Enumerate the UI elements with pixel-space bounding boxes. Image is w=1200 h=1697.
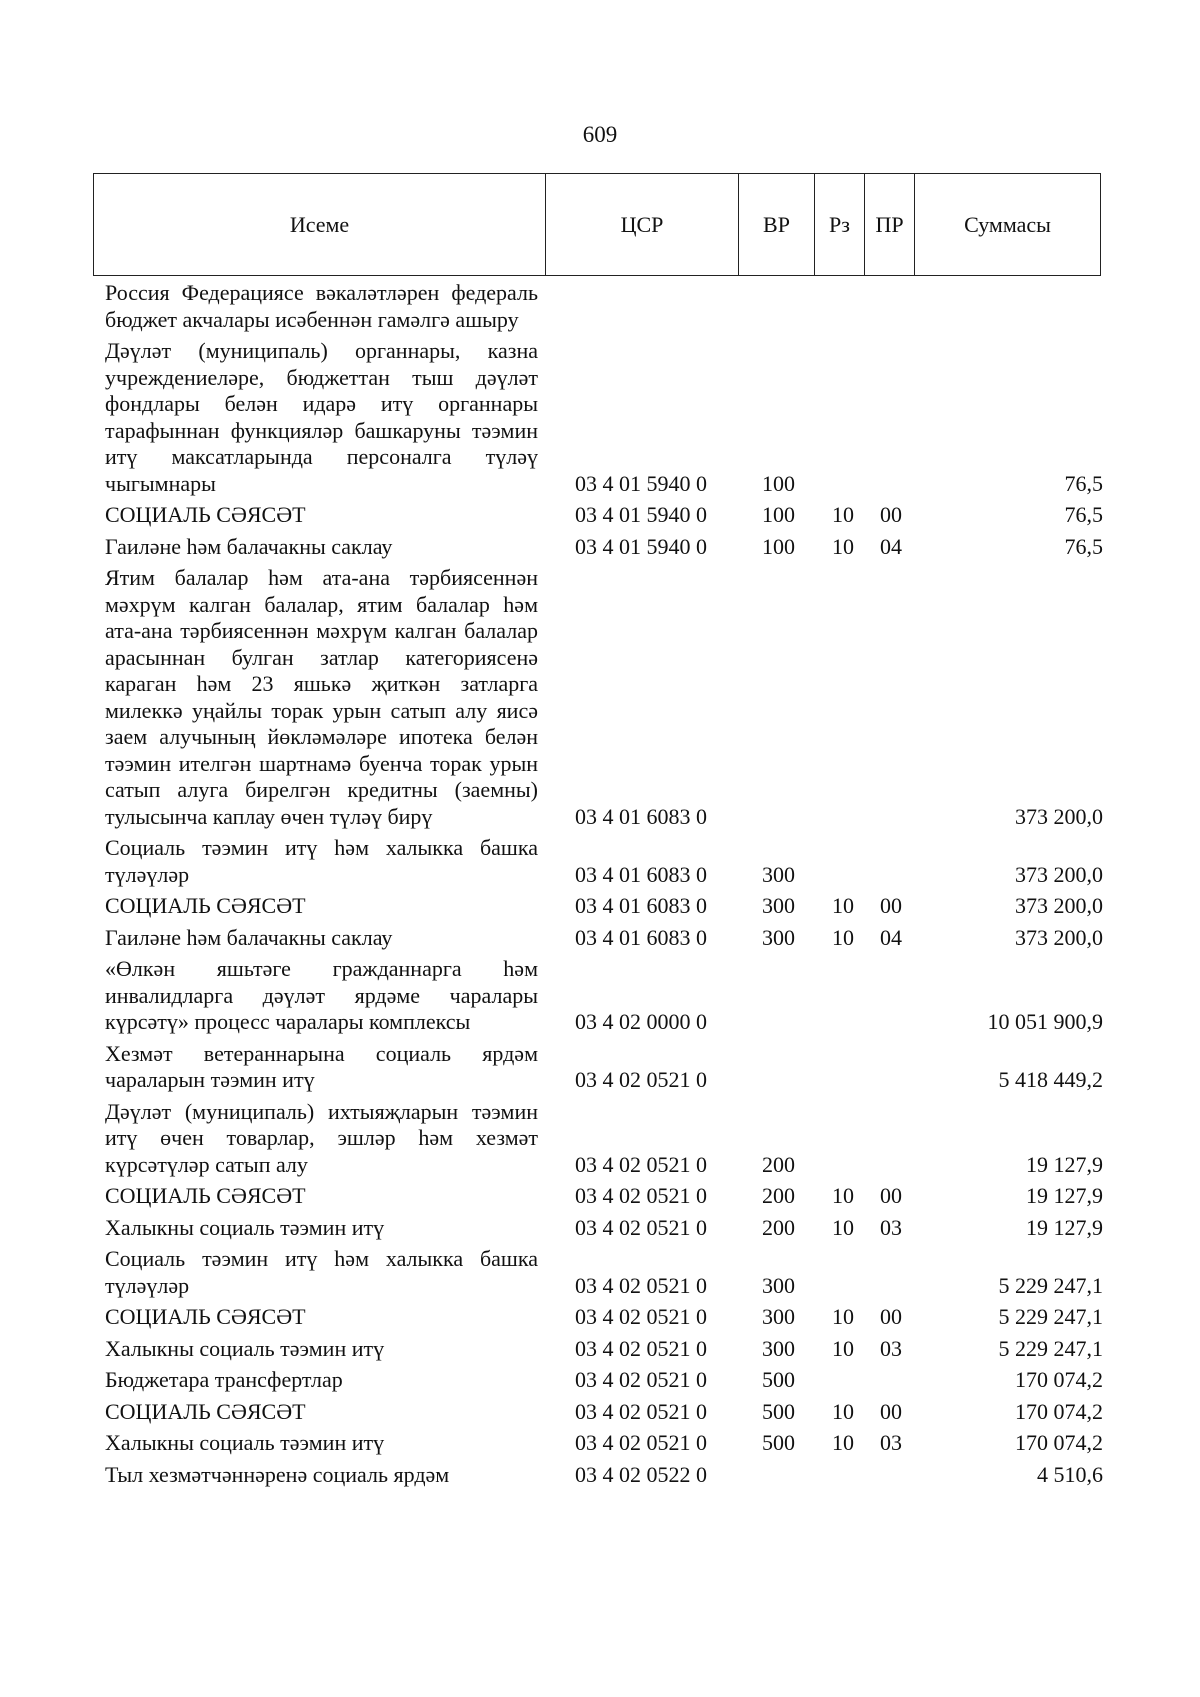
row-vr: 500 <box>762 1430 795 1455</box>
row-name: Социаль тәэмин итү һәм халыкка башка түләүләр <box>105 835 538 887</box>
row-pr: 04 <box>880 924 902 950</box>
row-sum: 170 074,2 <box>1015 1367 1103 1392</box>
row-csr: 03 4 01 6083 0 <box>575 893 707 918</box>
header-rz: Рз <box>815 174 865 276</box>
row-rz: 10 <box>832 502 854 527</box>
row-csr: 03 4 02 0521 0 <box>575 1272 707 1298</box>
row-vr: 500 <box>762 1398 795 1424</box>
row-sum: 76,5 <box>1064 470 1103 496</box>
header-csr: ЦСР <box>546 174 739 276</box>
row-csr: 03 4 02 0000 0 <box>575 1009 707 1034</box>
row-pr: 04 <box>880 533 902 559</box>
row-vr: 300 <box>762 1304 795 1329</box>
row-vr: 200 <box>762 1214 795 1240</box>
row-csr: 03 4 01 5940 0 <box>575 470 707 496</box>
row-rz: 10 <box>832 533 854 559</box>
row-rz: 10 <box>832 1183 854 1208</box>
row-name: СОЦИАЛЬ СӘЯСӘТ <box>105 502 306 527</box>
row-sum: 5 229 247,1 <box>998 1335 1103 1361</box>
row-pr: 00 <box>880 1304 902 1329</box>
row-csr: 03 4 02 0521 0 <box>575 1367 707 1392</box>
row-pr: 00 <box>880 893 902 918</box>
header-sum: Суммасы <box>915 174 1101 276</box>
row-vr: 100 <box>762 533 795 559</box>
row-csr: 03 4 02 0521 0 <box>575 1067 707 1092</box>
row-name: Халыкны социаль тәэмин итү <box>105 1214 385 1240</box>
row-csr: 03 4 02 0522 0 <box>575 1461 707 1487</box>
row-pr: 03 <box>880 1430 902 1455</box>
row-sum: 373 200,0 <box>1015 803 1103 829</box>
table-header <box>93 173 1101 276</box>
row-name: Хезмәт ветераннарына социаль ярдәм чараларын тәэмин итү <box>105 1040 538 1092</box>
row-sum: 19 127,9 <box>1026 1151 1103 1177</box>
row-vr: 300 <box>762 861 795 887</box>
row-csr: 03 4 02 0521 0 <box>575 1183 707 1208</box>
row-rz: 10 <box>832 1304 854 1329</box>
row-name: Дәүләт (муниципаль) органнары, казна учреждениеләре, бюджеттан тыш дәүләт фондлары белән идарә итү органнары тарафыннан функцияләр башкаруны тәэмин итү максатларында персоналга түләү чыгымнары <box>105 338 538 496</box>
row-pr: 03 <box>880 1214 902 1240</box>
row-vr: 100 <box>762 470 795 496</box>
row-rz: 10 <box>832 1335 854 1361</box>
row-name: Гаиләне һәм балачакны саклау <box>105 533 393 559</box>
row-vr: 300 <box>762 924 795 950</box>
page-number: 609 <box>582 122 618 147</box>
header-vr: ВР <box>739 174 815 276</box>
row-name: «Өлкән яшьтәге гражданнарга һәм инвалидларга дәүләт ярдәме чаралары күрсәтү» процесс чаралары комплексы <box>105 956 538 1034</box>
row-name: СОЦИАЛЬ СӘЯСӘТ <box>105 1398 306 1424</box>
row-sum: 19 127,9 <box>1026 1214 1103 1240</box>
row-sum: 373 200,0 <box>1015 893 1103 918</box>
row-name: Социаль тәэмин итү һәм халыкка башка түләүләр <box>105 1246 538 1298</box>
row-name: Ятим балалар һәм ата-ана тәрбиясеннән мәхрүм калган балалар, ятим балалар һәм ата-ана тәрбиясеннән мәхрүм калган балалар арасыннан булган затлар категориясенә караган һәм 23 яшькә җиткән затларга милеккә уңайлы торак урын сатып алу яисә заем алучының йөкләмәләре ипотека белән тәэмин ителгән шартнамә буенча торак урын сатып алуга бирелгән кредитны (заемны) тулысынча каплау өчен түләү бирү <box>105 565 538 829</box>
row-sum: 5 229 247,1 <box>998 1304 1103 1329</box>
row-sum: 76,5 <box>1064 533 1103 559</box>
row-sum: 4 510,6 <box>1037 1461 1103 1487</box>
row-sum: 76,5 <box>1064 502 1103 527</box>
row-csr: 03 4 01 6083 0 <box>575 861 707 887</box>
row-pr: 00 <box>880 1398 902 1424</box>
row-sum: 5 229 247,1 <box>998 1272 1103 1298</box>
row-csr: 03 4 02 0521 0 <box>575 1304 707 1329</box>
row-vr: 200 <box>762 1151 795 1177</box>
row-sum: 373 200,0 <box>1015 924 1103 950</box>
row-name: Дәүләт (муниципаль) ихтыяҗларын тәэмин итү өчен товарлар, эшләр һәм хезмәт күрсәтүләр сатып алу <box>105 1098 538 1177</box>
row-name: СОЦИАЛЬ СӘЯСӘТ <box>105 1183 306 1208</box>
row-rz: 10 <box>832 1214 854 1240</box>
row-vr: 500 <box>762 1367 795 1392</box>
row-sum: 170 074,2 <box>1015 1430 1103 1455</box>
row-name: Халыкны социаль тәэмин итү <box>105 1430 385 1455</box>
row-rz: 10 <box>832 893 854 918</box>
row-pr: 00 <box>880 1183 902 1208</box>
row-csr: 03 4 01 5940 0 <box>575 533 707 559</box>
row-vr: 300 <box>762 1272 795 1298</box>
row-name: Россия Федерациясе вәкаләтләрен федераль бюджет акчалары исәбеннән гамәлгә ашыру <box>105 280 538 332</box>
row-csr: 03 4 02 0521 0 <box>575 1151 707 1177</box>
row-rz: 10 <box>832 1430 854 1455</box>
row-csr: 03 4 01 5940 0 <box>575 502 707 527</box>
row-vr: 300 <box>762 1335 795 1361</box>
row-sum: 19 127,9 <box>1026 1183 1103 1208</box>
row-csr: 03 4 02 0521 0 <box>575 1335 707 1361</box>
row-vr: 100 <box>762 502 795 527</box>
row-sum: 170 074,2 <box>1015 1398 1103 1424</box>
row-sum: 5 418 449,2 <box>998 1067 1103 1092</box>
row-csr: 03 4 01 6083 0 <box>575 924 707 950</box>
row-name: Халыкны социаль тәэмин итү <box>105 1335 385 1361</box>
row-csr: 03 4 01 6083 0 <box>575 803 707 829</box>
row-name: СОЦИАЛЬ СӘЯСӘТ <box>105 893 306 918</box>
row-rz: 10 <box>832 1398 854 1424</box>
row-vr: 200 <box>762 1183 795 1208</box>
header-name: Исеме <box>94 174 546 276</box>
header-pr: ПР <box>865 174 915 276</box>
row-csr: 03 4 02 0521 0 <box>575 1214 707 1240</box>
row-sum: 10 051 900,9 <box>987 1009 1103 1034</box>
row-sum: 373 200,0 <box>1015 861 1103 887</box>
row-rz: 10 <box>832 924 854 950</box>
row-name: СОЦИАЛЬ СӘЯСӘТ <box>105 1304 306 1329</box>
row-pr: 03 <box>880 1335 902 1361</box>
row-csr: 03 4 02 0521 0 <box>575 1430 707 1455</box>
row-name: Бюджетара трансфертлар <box>105 1367 343 1392</box>
row-vr: 300 <box>762 893 795 918</box>
row-name: Тыл хезмәтчәннәренә социаль ярдәм <box>105 1461 450 1487</box>
row-csr: 03 4 02 0521 0 <box>575 1398 707 1424</box>
row-name: Гаиләне һәм балачакны саклау <box>105 924 393 950</box>
row-pr: 00 <box>880 502 902 527</box>
